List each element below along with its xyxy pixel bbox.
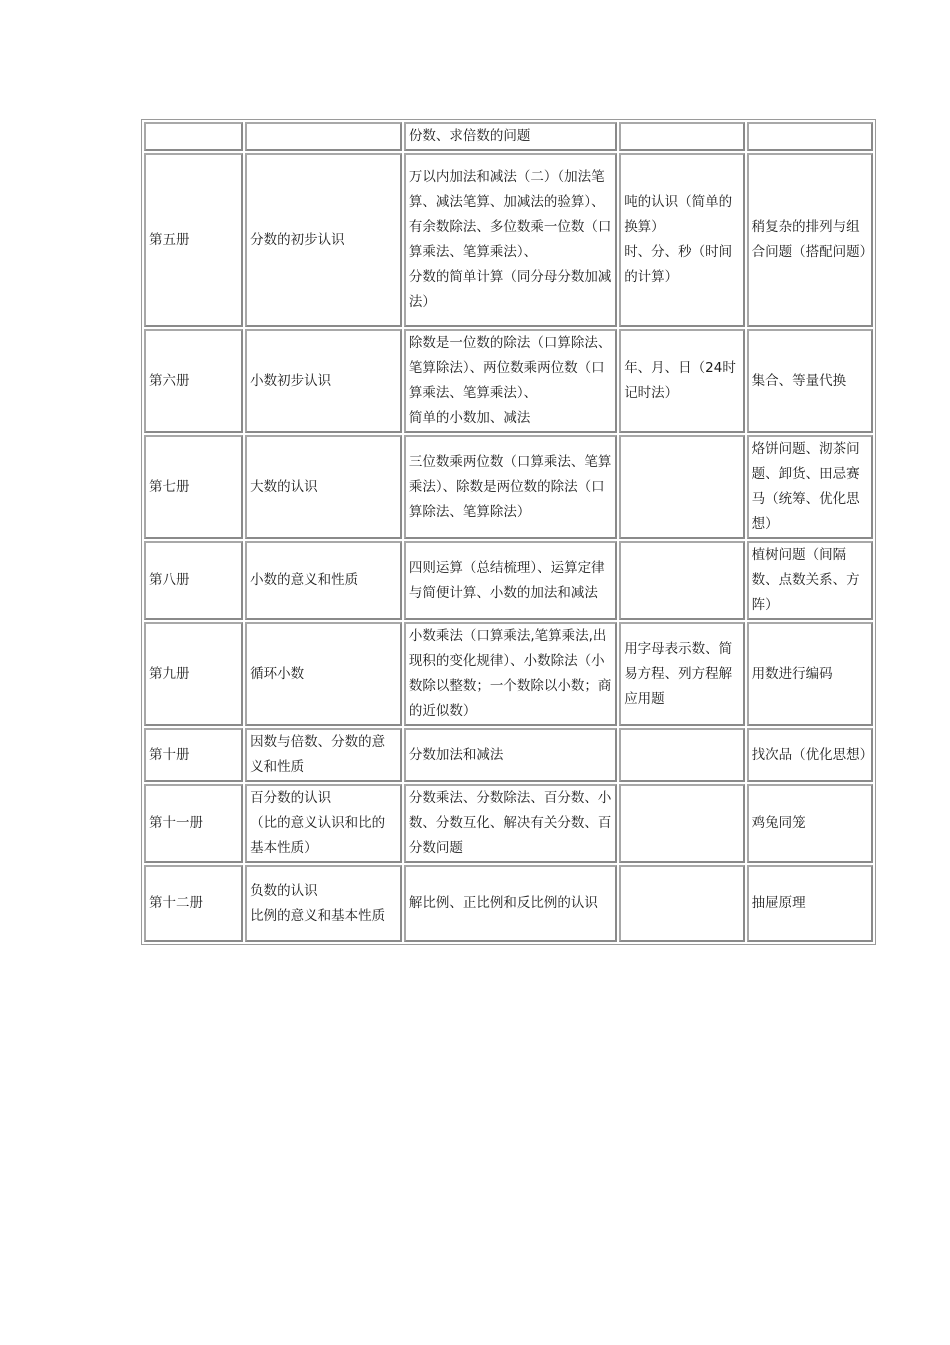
measurement-cell [619,435,744,539]
volume-cell: 第九册 [144,622,243,726]
concept-cell: 大数的认识 [245,435,402,539]
operations-cell: 小数乘法（口算乘法,笔算乘法,出现积的变化规律）、小数除法（小数除以整数；一个数除以小数；商的近似数） [404,622,617,726]
practice-cell: 鸡兔同笼 [747,784,873,863]
practice-cell: 找次品（优化思想） [747,728,873,782]
measurement-cell [619,541,744,620]
volume-cell: 第五册 [144,153,243,327]
operations-cell: 份数、求倍数的问题 [404,122,617,151]
measurement-cell: 用字母表示数、简易方程、列方程解应用题 [619,622,744,726]
practice-cell: 抽屉原理 [747,865,873,942]
table-row [144,541,873,620]
practice-cell: 稍复杂的排列与组合问题（搭配问题） [747,153,873,327]
measurement-cell [619,728,744,782]
volume-cell: 第八册 [144,541,243,620]
concept-cell: 循环小数 [245,622,402,726]
practice-cell: 集合、等量代换 [747,329,873,433]
practice-cell: 用数进行编码 [747,622,873,726]
measurement-cell [619,784,744,863]
operations-cell: 分数加法和减法 [404,728,617,782]
operations-cell: 分数乘法、分数除法、百分数、小数、分数互化、解决有关分数、百分数问题 [404,784,617,863]
volume-cell: 第十二册 [144,865,243,942]
table-row [144,865,873,942]
measurement-cell: 年、月、日（24时记时法） [619,329,744,433]
volume-cell [144,122,243,151]
volume-cell: 第六册 [144,329,243,433]
curriculum-table [141,119,876,945]
operations-cell: 万以内加法和减法（二）（加法笔算、减法笔算、加减法的验算）、 有余数除法、多位数乘一位数（口算乘法、笔算乘法）、 分数的简单计算（同分母分数加减法） [404,153,617,327]
operations-cell: 除数是一位数的除法（口算除法、笔算除法）、两位数乘两位数（口算乘法、笔算乘法）、 简单的小数加、减法 [404,329,617,433]
table-row [144,329,873,433]
concept-cell: 负数的认识 比例的意义和基本性质 [245,865,402,942]
measurement-cell [619,865,744,942]
concept-cell: 小数初步认识 [245,329,402,433]
concept-cell [245,122,402,151]
operations-cell: 三位数乘两位数（口算乘法、笔算乘法）、除数是两位数的除法（口算除法、笔算除法） [404,435,617,539]
table-row [144,153,873,327]
concept-cell: 小数的意义和性质 [245,541,402,620]
measurement-cell: 吨的认识（简单的换算） 时、分、秒（时间的计算） [619,153,744,327]
table-row [144,435,873,539]
measurement-cell [619,122,744,151]
table-row [144,728,873,782]
concept-cell: 因数与倍数、分数的意义和性质 [245,728,402,782]
table-row [144,622,873,726]
practice-cell: 烙饼问题、沏茶问题、卸货、田忌赛马（统筹、优化思想） [747,435,873,539]
table-row [144,122,873,151]
table-row [144,784,873,863]
practice-cell: 植树问题（间隔数、点数关系、方阵） [747,541,873,620]
operations-cell: 四则运算（总结梳理）、运算定律与简便计算、小数的加法和减法 [404,541,617,620]
operations-cell: 解比例、正比例和反比例的认识 [404,865,617,942]
volume-cell: 第十一册 [144,784,243,863]
volume-cell: 第七册 [144,435,243,539]
concept-cell: 分数的初步认识 [245,153,402,327]
practice-cell [747,122,873,151]
concept-cell: 百分数的认识 （比的意义认识和比的基本性质） [245,784,402,863]
volume-cell: 第十册 [144,728,243,782]
